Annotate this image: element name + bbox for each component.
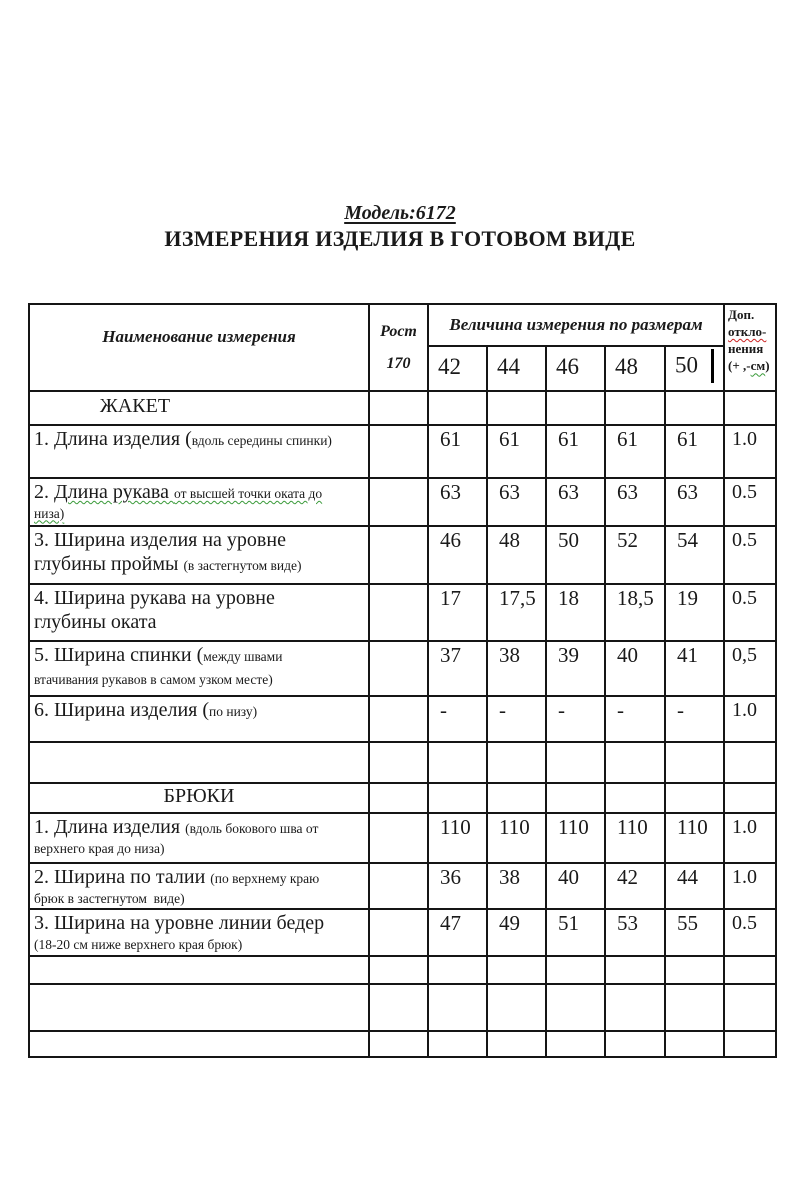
value-cell: 46 [428, 526, 487, 584]
empty-cell [724, 956, 776, 984]
value-cell: 63 [546, 478, 605, 526]
empty-cell [487, 1031, 546, 1057]
measurement-label: глубины оката [34, 610, 157, 633]
value-cell: 53 [605, 909, 665, 955]
empty-cell [546, 783, 605, 813]
measurement-note: (вдоль бокового шва от [185, 821, 319, 836]
empty-cell [665, 783, 724, 813]
value-cell: 51 [546, 909, 605, 955]
measurement-name-cell [29, 425, 369, 478]
measurement-label: 3. Ширина изделия на уровне [34, 529, 286, 551]
model-title [0, 202, 800, 225]
empty-cell [428, 956, 487, 984]
empty-cell [428, 783, 487, 813]
value-cell: 110 [546, 813, 605, 863]
empty-cell [546, 391, 605, 425]
deviation-cell: 1.0 [724, 813, 776, 863]
empty-cell [546, 742, 605, 783]
empty-cell [428, 742, 487, 783]
deviation-line2: откло- [728, 324, 767, 340]
empty-cell [487, 742, 546, 783]
value-cell: 17 [428, 584, 487, 641]
height-value-cell [369, 641, 428, 696]
value-cell: 48 [487, 526, 546, 584]
deviation-cell: 0,5 [724, 641, 776, 696]
value-cell: 38 [487, 641, 546, 696]
empty-cell [605, 1031, 665, 1057]
measurement-label: 1. Длина изделия (вдоль середины спинки) [34, 428, 332, 450]
value-cell: 52 [605, 526, 665, 584]
value-cell: 54 [665, 526, 724, 584]
measurement-row [29, 863, 776, 909]
deviation-line4: (+ ,-см) [728, 358, 770, 374]
measurement-label: 2. Ширина по талии (по верхнему краю [34, 866, 320, 888]
value-cell: - [605, 696, 665, 742]
measurement-note: от высшей точки оката до [174, 486, 323, 501]
model-title-text: Модель:6172 [344, 202, 456, 224]
empty-cell [724, 984, 776, 1031]
empty-cell [369, 984, 428, 1031]
measurement-name-cell [29, 641, 369, 696]
value-cell: - [487, 696, 546, 742]
deviation-cell: 1.0 [724, 425, 776, 478]
height-value-cell [369, 425, 428, 478]
measurement-label [34, 936, 366, 955]
measurement-label: 3. Ширина на уровне линии бедер [34, 912, 325, 935]
value-cell: 18,5 [605, 584, 665, 641]
empty-cell [29, 984, 369, 1031]
deviation-cell: 0.5 [724, 584, 776, 641]
document-title: ИЗМЕРЕНИЯ ИЗДЕЛИЯ В ГОТОВОМ ВИДЕ [164, 226, 636, 251]
empty-cell [428, 1031, 487, 1057]
height-value-cell [369, 909, 428, 955]
value-cell: 40 [546, 863, 605, 909]
section-label: ЖАКЕТ [29, 391, 369, 425]
header-name-column: Наименование измерения [29, 304, 369, 391]
measurement-note: (18-20 см ниже верхнего края брюк) [34, 937, 243, 953]
deviation-cell: 0.5 [724, 526, 776, 584]
measurement-note: втачивания рукавов в самом узком месте) [34, 671, 273, 687]
value-cell: 19 [665, 584, 724, 641]
measurement-row [29, 584, 776, 641]
measurement-label: 6. Ширина изделия (по низу) [34, 699, 258, 721]
empty-cell [724, 1031, 776, 1057]
value-cell: 44 [665, 863, 724, 909]
value-cell: 110 [487, 813, 546, 863]
empty-cell [428, 391, 487, 425]
value-cell: 37 [428, 641, 487, 696]
empty-cell [487, 783, 546, 813]
section-row-jacket [29, 391, 776, 425]
measurement-label: 2. Длина рукава от высшей точки оката до [34, 481, 323, 503]
deviation-cell: 1.0 [724, 863, 776, 909]
height-value-cell [369, 696, 428, 742]
empty-cell [724, 783, 776, 813]
measurement-label: 5. Ширина спинки (между швами [34, 644, 283, 666]
value-cell: 17,5 [487, 584, 546, 641]
measurement-label: 1. Длина изделия (вдоль бокового шва от [34, 816, 319, 838]
value-cell: 39 [546, 641, 605, 696]
measurement-note: (в застегнутом виде) [183, 557, 302, 573]
measurement-note: верхнего края до низа) [34, 840, 165, 856]
empty-cell [724, 391, 776, 425]
value-cell: - [428, 696, 487, 742]
value-cell: 55 [665, 909, 724, 955]
value-cell: 110 [428, 813, 487, 863]
empty-cell [428, 984, 487, 1031]
empty-cell [29, 956, 369, 984]
deviation-cell: 0.5 [724, 909, 776, 955]
title-block [0, 202, 800, 252]
value-cell: 18 [546, 584, 605, 641]
value-cell: 40 [605, 641, 665, 696]
empty-cell [665, 956, 724, 984]
empty-cell [665, 742, 724, 783]
empty-cell [546, 956, 605, 984]
value-cell: 61 [487, 425, 546, 478]
empty-row [29, 984, 776, 1031]
measurement-label [34, 505, 366, 524]
value-cell: 63 [605, 478, 665, 526]
measurement-name-cell [29, 478, 369, 526]
measurement-name-cell [29, 863, 369, 909]
header-sizes-title: Величина измерения по размерам [428, 304, 724, 346]
value-cell: 110 [605, 813, 665, 863]
value-cell: - [665, 696, 724, 742]
height-value-cell [369, 526, 428, 584]
empty-cell [487, 956, 546, 984]
measurement-label [34, 840, 366, 859]
measurement-label [34, 671, 366, 690]
value-cell: 36 [428, 863, 487, 909]
value-cell: 110 [665, 813, 724, 863]
measurements-table [28, 303, 777, 1058]
empty-cell [605, 783, 665, 813]
value-cell: 47 [428, 909, 487, 955]
measurement-note: по низу) [209, 704, 258, 719]
measurement-row [29, 813, 776, 863]
measurement-note: между швами [203, 649, 283, 664]
measurement-row [29, 478, 776, 526]
height-value-cell [369, 863, 428, 909]
deviation-cell: 1.0 [724, 696, 776, 742]
measurement-name-cell [29, 526, 369, 584]
empty-cell [605, 984, 665, 1031]
empty-cell [605, 956, 665, 984]
measurement-name-cell [29, 909, 369, 955]
value-cell: 63 [428, 478, 487, 526]
empty-cell [29, 1031, 369, 1057]
size-header-cell: 42 [428, 346, 487, 391]
empty-cell [724, 742, 776, 783]
value-cell: 61 [546, 425, 605, 478]
header-deviation-column [724, 304, 776, 391]
measurement-note: (по верхнему краю [210, 871, 320, 886]
value-cell: 63 [487, 478, 546, 526]
measurement-name-cell [29, 813, 369, 863]
measurement-row [29, 696, 776, 742]
empty-cell [605, 742, 665, 783]
value-cell: 61 [428, 425, 487, 478]
size-header-cell: 46 [546, 346, 605, 391]
empty-cell [546, 1031, 605, 1057]
empty-cell [29, 742, 369, 783]
measurement-note: вдоль середины спинки) [191, 433, 332, 448]
size-header-cell: 48 [605, 346, 665, 391]
value-cell: 61 [605, 425, 665, 478]
measurement-name-cell [29, 584, 369, 641]
value-cell: 42 [605, 863, 665, 909]
value-cell: 49 [487, 909, 546, 955]
value-cell: 38 [487, 863, 546, 909]
measurement-row [29, 425, 776, 478]
value-cell: - [546, 696, 605, 742]
measurement-row [29, 526, 776, 584]
measurement-note: брюк в застегнутом виде) [34, 890, 185, 906]
size-header-cell: 44 [487, 346, 546, 391]
measurement-note: низа) [34, 505, 65, 521]
empty-cell [546, 984, 605, 1031]
empty-cell [369, 956, 428, 984]
empty-cell [487, 984, 546, 1031]
section-label: БРЮКИ [29, 783, 369, 813]
header-row-top [29, 304, 776, 346]
section-row-trousers [29, 783, 776, 813]
value-cell: 50 [546, 526, 605, 584]
measurement-name-cell [29, 696, 369, 742]
height-value-cell [369, 584, 428, 641]
empty-row [29, 1031, 776, 1057]
empty-cell [665, 391, 724, 425]
empty-cell [369, 1031, 428, 1057]
height-value-cell [369, 478, 428, 526]
value-cell: 61 [665, 425, 724, 478]
empty-row [29, 956, 776, 984]
deviation-line3: нения [728, 341, 764, 357]
deviation-cell: 0.5 [724, 478, 776, 526]
value-cell: 41 [665, 641, 724, 696]
empty-cell [487, 391, 546, 425]
measurement-label [34, 890, 366, 909]
text-cursor-mark [711, 349, 714, 383]
empty-cell [605, 391, 665, 425]
empty-cell [369, 783, 428, 813]
measurement-row [29, 909, 776, 955]
empty-cell [665, 1031, 724, 1057]
empty-cell [369, 391, 428, 425]
measurement-row [29, 641, 776, 696]
empty-cell [369, 742, 428, 783]
value-cell: 63 [665, 478, 724, 526]
empty-row [29, 742, 776, 783]
height-value-cell [369, 813, 428, 863]
height-value: 170 [386, 354, 411, 372]
deviation-line1: Доп. [728, 307, 755, 322]
height-label: Рост [380, 322, 417, 340]
measurement-label: глубины проймы (в застегнутом виде) [34, 552, 302, 575]
empty-cell [665, 984, 724, 1031]
header-height-column [369, 304, 428, 391]
size-header-cell: 50 [665, 346, 724, 391]
measurement-label: 4. Ширина рукава на уровне [34, 587, 275, 609]
